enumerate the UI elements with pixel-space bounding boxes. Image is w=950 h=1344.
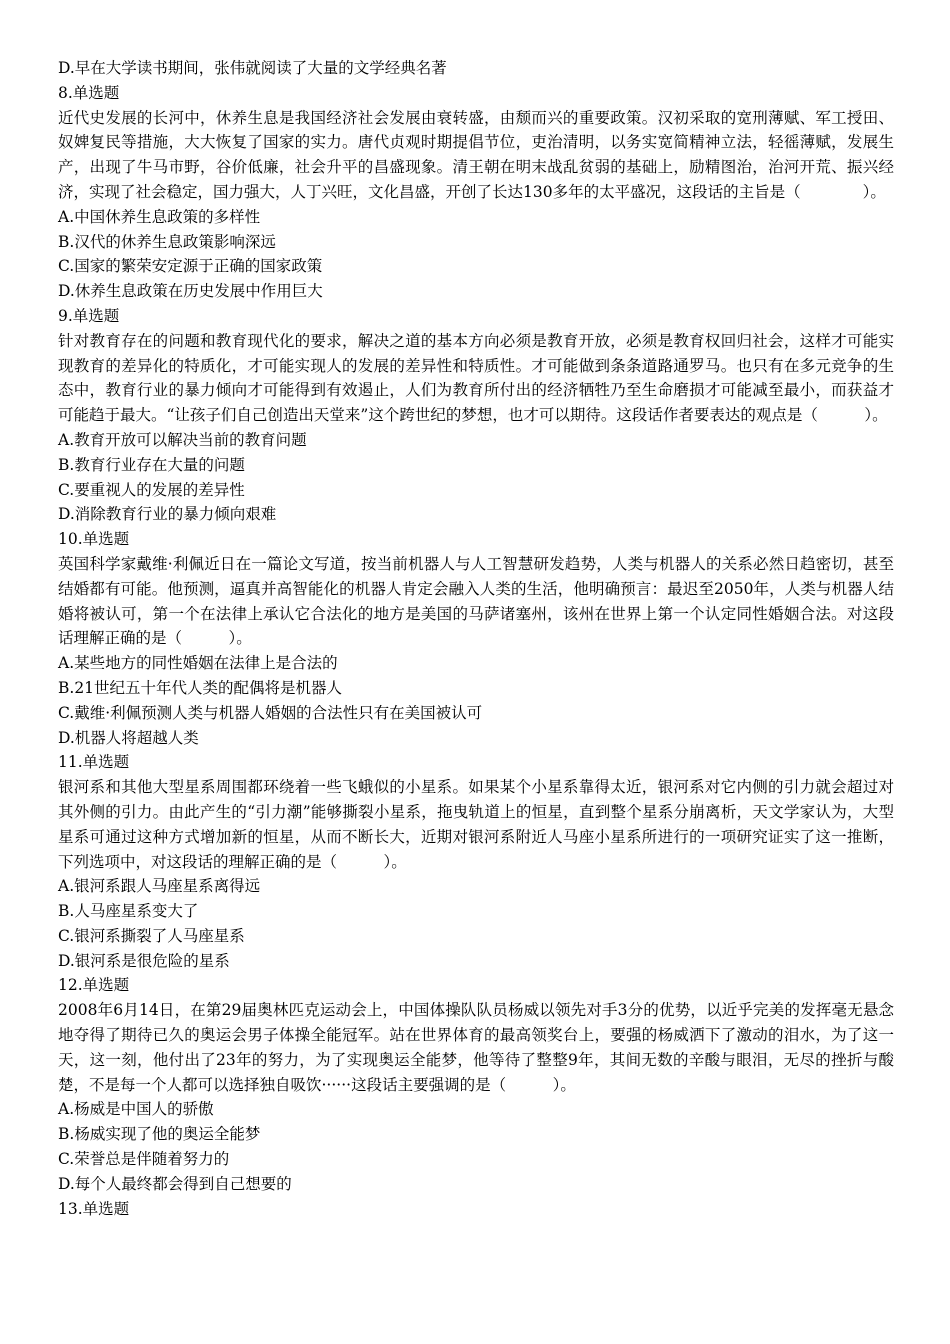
option-d: D.消除教育行业的暴力倾向艰难: [58, 505, 277, 524]
option-line: D.早在大学读书期间，张伟就阅读了大量的文学经典名著: [58, 59, 447, 77]
option-d: D.休养生息政策在历史发展中作用巨大: [58, 282, 323, 301]
question-stem: 近代史发展的长河中，休养生息是我国经济社会发展由衰转盛，由颓而兴的重要政策。汉初采取的宽刑薄赋、军工授田、奴婢复民等措施，大大恢复了国家的实力。唐代贞观时期提倡节位，吏治清明，以务实宽简精神立法，轻徭薄赋，发展生产，出现了牛马市野，谷价低廉，社会升平的昌盛现象。清王朝在明末战乱贫弱的基础上，励精图治，治河开荒、振兴经济，实现了社会稳定，国力强大，人丁兴旺，文化昌盛，开创了长达130多年的太平盛况，这段话的主旨是（ ）。: [58, 108, 894, 201]
question-header: 12.单选题: [58, 976, 130, 995]
option-b: B.汉代的休养生息政策影响深远: [58, 232, 276, 251]
option-b: B.杨威实现了他的奥运全能梦: [58, 1125, 261, 1144]
question-8: [58, 81, 894, 304]
question-header: 11.单选题: [58, 753, 130, 772]
option-a: A.教育开放可以解决当前的教育问题: [58, 430, 307, 449]
question-9: [58, 304, 894, 527]
option-b: B.人马座星系变大了: [58, 902, 199, 921]
option-d: D.银河系是很危险的星系: [58, 951, 230, 970]
option-c: C.要重视人的发展的差异性: [58, 480, 245, 499]
question-header: 9.单选题: [58, 306, 120, 325]
option-d: D.每个人最终都会得到自己想要的: [58, 1174, 292, 1193]
option-d: D.机器人将超越人类: [58, 728, 199, 747]
question-stem: 英国科学家戴维·利佩近日在一篇论文写道，按当前机器人与人工智慧研发趋势，人类与机器人的关系必然日趋密切，甚至结婚都有可能。他预测，逼真并高智能化的机器人肯定会融入人类的生活，他明确预言：最迟至2050年，人类与机器人结婚将被认可，第一个在法律上承认它合法化的地方是美国的马萨诸塞州，该州在世界上第一个认定同性婚姻合法。对这段话理解正确的是（ ）。: [58, 554, 894, 648]
option-a: A.银河系跟人马座星系离得远: [58, 877, 261, 896]
option-c: C.银河系撕裂了人马座星系: [58, 926, 245, 945]
exam-page: [58, 56, 894, 1221]
question-header: 8.单选题: [58, 83, 120, 102]
option-b: B.21世纪五十年代人类的配偶将是机器人: [58, 678, 343, 697]
option-a: A.杨威是中国人的骄傲: [58, 1100, 214, 1119]
question-header: 10.单选题: [58, 530, 130, 549]
option-b: B.教育行业存在大量的问题: [58, 455, 245, 474]
option-a: A.某些地方的同性婚姻在法律上是合法的: [58, 654, 338, 673]
question-12: [58, 973, 894, 1196]
question-header: 13.单选题: [58, 1199, 130, 1218]
question-stem: 针对教育存在的问题和教育现代化的要求，解决之道的基本方向必须是教育开放，必须是教育权回归社会，这样才可能实现教育的差异化的特质化，才可能实现人的发展的差异性和特质性。才可能做到条条道路通罗马。也只有在多元竞争的生态中，教育行业的暴力倾向才可能得到有效遏止，人们为教育所付出的经济牺牲乃至生命磨损才可能减至最小，而获益才可能趋于最大。“让孩子们自己创造出天堂来”这个跨世纪的梦想，也才可以期待。这段话作者要表达的观点是（ ）。: [58, 331, 894, 425]
question-11: [58, 750, 894, 973]
question-10: [58, 527, 894, 750]
option-a: A.中国休养生息政策的多样性: [58, 207, 261, 226]
option-c: C.国家的繁荣安定源于正确的国家政策: [58, 257, 323, 276]
question-stem: 2008年6月14日，在第29届奥林匹克运动会上，中国体操队队员杨威以领先对手3分的优势，以近乎完美的发挥毫无悬念地夺得了期待已久的奥运会男子体操全能冠军。站在世界体育的最高领奖台上，要强的杨威洒下了激动的泪水，为了这一天，这一刻，他付出了23年的努力，为了实现奥运全能梦，他等待了整整9年，其间无数的辛酸与眼泪，无尽的挫折与酸楚，不是每一个人都可以选择独自吸饮······这段话主要强调的是（ ）。: [58, 1001, 894, 1094]
option-c: C.戴维·利佩预测人类与机器人婚姻的合法性只有在美国被认可: [58, 703, 483, 722]
option-c: C.荣誉总是伴随着努力的: [58, 1150, 230, 1169]
question-stem: 银河系和其他大型星系周围都环绕着一些飞蛾似的小星系。如果某个小星系靠得太近，银河系对它内侧的引力就会超过对其外侧的引力。由此产生的“引力潮”能够撕裂小星系，拖曳轨道上的恒星，直到整个星系分崩离析，天文学家认为，大型星系可通过这种方式增加新的恒星，从而不断长大，近期对银河系附近人马座小星系所进行的一项研究证实了这一推断，下列选项中，对这段话的理解正确的是（ ）。: [58, 778, 894, 871]
